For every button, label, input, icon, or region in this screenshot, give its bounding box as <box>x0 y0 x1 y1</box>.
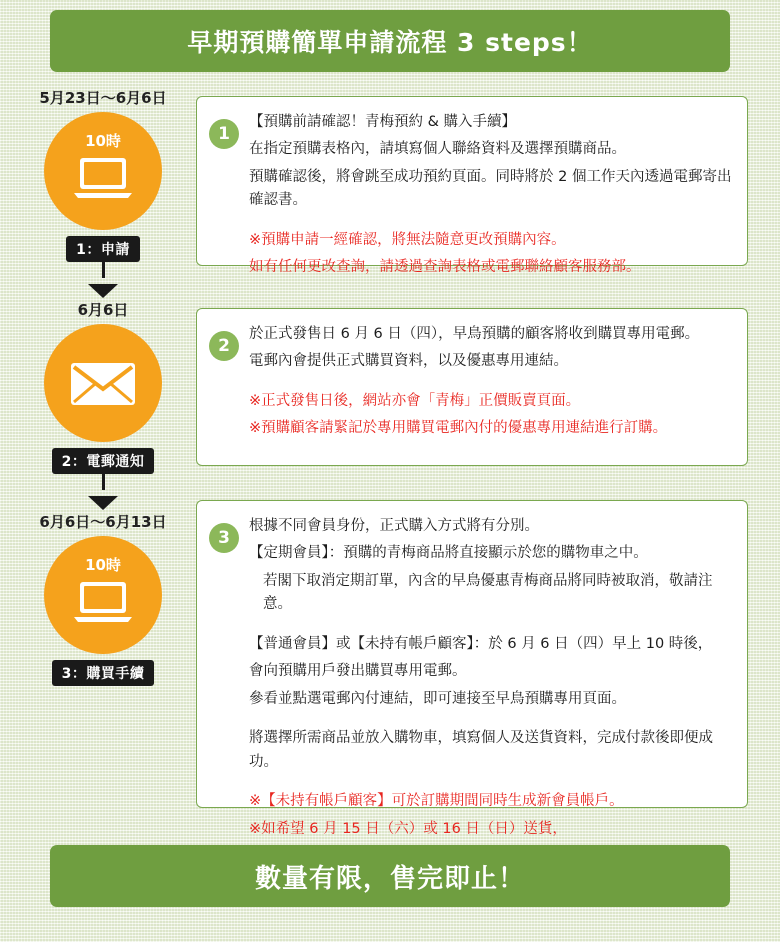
step-1-box <box>196 96 748 276</box>
timeline-step-2 <box>18 300 188 510</box>
laptop-icon <box>44 580 162 624</box>
timeline-tag-1: 1：申請 <box>66 236 140 262</box>
step-2-box <box>196 308 748 466</box>
page-title-banner <box>50 10 730 72</box>
step-3-spacer-3 <box>249 778 733 790</box>
timeline-date-1: 5月23日〜6月6日 <box>39 89 167 107</box>
timeline-date-2: 6月6日 <box>77 301 129 319</box>
step-2-note-2: ※預購顧客請緊記於專用購買電郵內付的優惠專用連結進行訂購。 <box>249 420 668 437</box>
step-3-box <box>196 500 748 837</box>
step-3-line-5: 會向預購用戶發出購買專用電郵。 <box>249 663 467 680</box>
timeline-hour-1: 10時 <box>85 132 121 150</box>
step-3-line-4: 【普通會員】或【未持有帳戶顧客】：於 6 月 6 日（四）早上 10 時後， <box>249 635 713 652</box>
step-3-line-3: 若閣下取消定期訂單，內含的早鳥優惠青梅商品將同時被取消，敬請注意。 <box>263 572 713 613</box>
timeline-circle-2 <box>44 324 162 442</box>
step-2-note-1: ※正式發售日後，網站亦會「青梅」正價販賣頁面。 <box>249 392 581 409</box>
step-3-note-1: ※【未持有帳戶顧客】可於訂購期間同時生成新會員帳戶。 <box>249 793 624 810</box>
timeline-circle-wrap-1 <box>28 112 178 230</box>
step-2-line-2: 電郵內會提供正式購買資料，以及優惠專用連結。 <box>249 353 568 370</box>
step-3-line-2: 【定期會員】：預購的青梅商品將直接顯示於您的購物車之中。 <box>249 545 648 562</box>
step-3-spacer-1 <box>249 621 733 633</box>
timeline-circle-1 <box>44 112 162 230</box>
step-2-number: 2 <box>209 331 239 361</box>
timeline-tag-2: 2：電郵通知 <box>52 448 155 474</box>
step-3-number: 3 <box>209 523 239 553</box>
step-3-line-1: 根據不同會員身份，正式購入方式將有分別。 <box>249 518 539 534</box>
step-2-spacer <box>249 378 733 390</box>
step-1-number: 1 <box>209 119 239 149</box>
laptop-icon <box>44 156 162 200</box>
timeline-step-1 <box>18 88 188 298</box>
footer-banner <box>50 845 730 907</box>
timeline-circle-wrap-3 <box>28 536 178 654</box>
footer-title: 數量有限，售完即止！ <box>254 863 525 894</box>
timeline-connector-1 <box>102 262 105 278</box>
step-1-line-1: 【預購前請確認！青梅預約 & 購入手續】 <box>249 114 517 130</box>
step-3-note-2: ※如希望 6 月 15 日（六）或 16 日（日）送貨， <box>249 820 567 837</box>
step-3-line-7: 將選擇所需商品並放入購物車，填寫個人及送貨資料，完成付款後即便成功。 <box>249 730 713 770</box>
timeline-circle-wrap-2 <box>28 324 178 442</box>
step-1-line-3: 預購確認後，將會跳至成功預約頁面。同時將於 2 個工作天內透過電郵寄出確認書。 <box>249 168 732 209</box>
timeline-circle-3 <box>44 536 162 654</box>
step-3-spacer-2 <box>249 715 733 727</box>
timeline-hour-3: 10時 <box>85 556 121 574</box>
timeline-date-3: 6月6日〜6月13日 <box>39 513 167 531</box>
timeline-step-3 <box>18 512 188 686</box>
envelope-icon <box>44 362 162 406</box>
step-2-line-1: 於正式發售日 6 月 6 日（四），早鳥預購的顧客將收到購買專用電郵。 <box>249 326 700 342</box>
step-1-spacer <box>249 217 733 229</box>
timeline-arrow-2 <box>88 496 118 510</box>
timeline-arrow-1 <box>88 284 118 298</box>
step-1-note-1: ※預購申請一經確認，將無法隨意更改預購內容。 <box>249 231 566 248</box>
step-1-line-2: 在指定預購表格內，請填寫個人聯絡資料及選擇預購商品。 <box>249 141 626 158</box>
step-1-note-2: 如有任何更改查詢，請透過查詢表格或電郵聯絡顧客服務部。 <box>249 259 641 276</box>
step-3-line-6: 參看並點選電郵內付連結，即可連接至早鳥預購專用頁面。 <box>249 690 626 707</box>
timeline-connector-2 <box>102 474 105 490</box>
page-title: 早期預購簡單申請流程 3 steps！ <box>187 28 593 57</box>
timeline-tag-3: 3：購買手續 <box>52 660 155 686</box>
